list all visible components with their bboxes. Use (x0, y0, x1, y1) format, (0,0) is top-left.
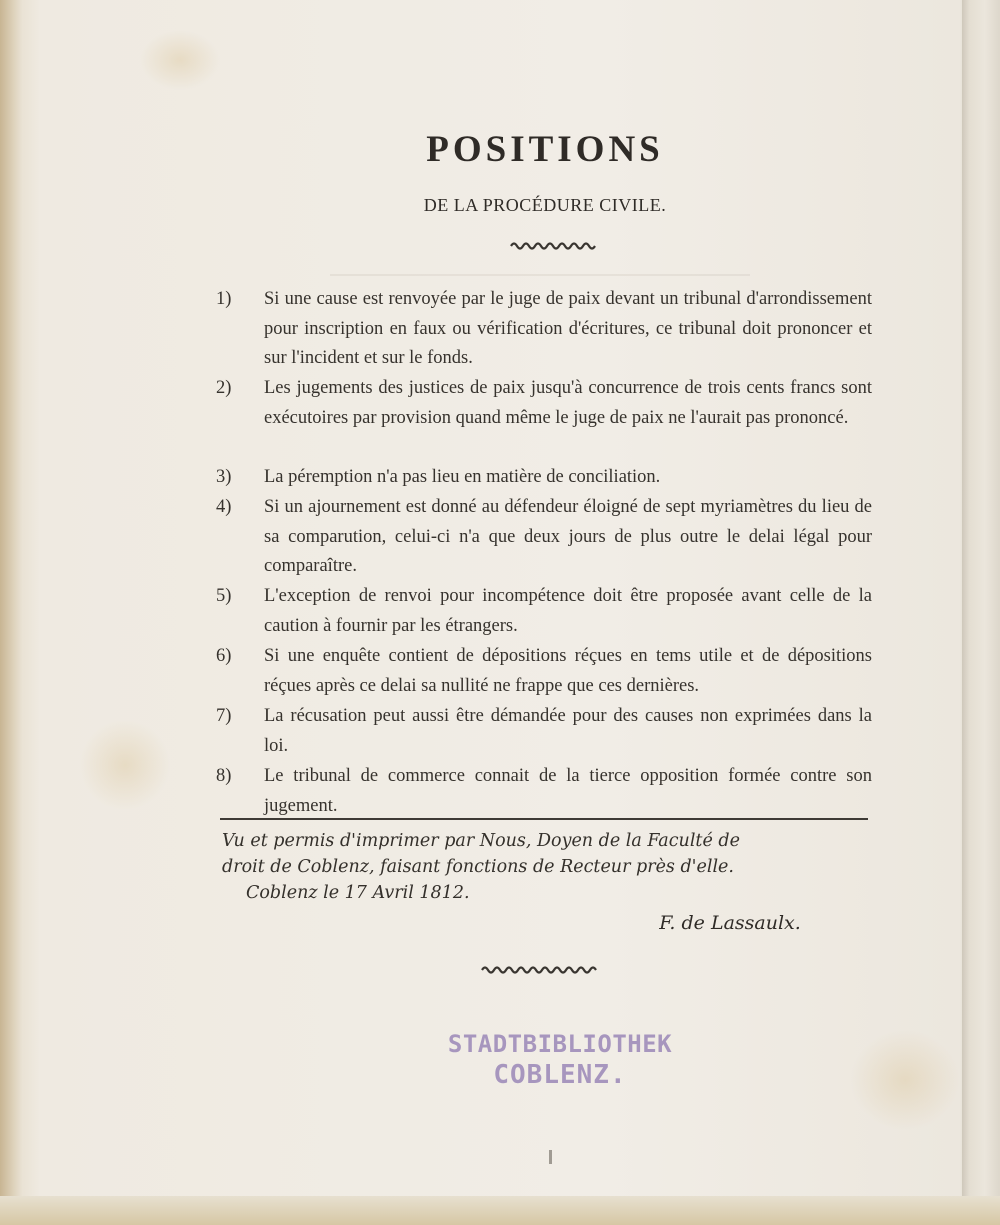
page-right-edge (962, 0, 1000, 1225)
position-number: 8) (216, 766, 232, 786)
signature: F. de Lassaulx. (659, 912, 801, 934)
page-subtitle: DE LA PROCÉDURE CIVILE. (423, 195, 667, 215)
page-left-edge (0, 0, 22, 1225)
stamp-line: COBLENZ. (493, 1060, 627, 1090)
stamp-line: STADTBIBLIOTHEK (447, 1030, 673, 1058)
position-number: 2) (216, 378, 232, 398)
position-number: 3) (216, 467, 232, 487)
position-text: La récusation peut aussi être démandée pour des causes non exprimées dans la loi. (264, 706, 872, 756)
position-number: 1) (216, 289, 232, 309)
position-item (212, 582, 872, 642)
ornament-divider (505, 238, 605, 258)
position-text: Si une cause est renvoyée par le juge de paix devant un tribunal d'arrondissement pour inscription en faux ou vérification d'écritures, ce tribunal doit prononcer et sur l'incident et sur le fonds. (264, 289, 872, 368)
ornament-divider-icon (478, 962, 602, 978)
position-number: 4) (216, 497, 232, 517)
position-item (212, 493, 872, 582)
position-text: La péremption n'a pas lieu en matière de conciliation. (264, 467, 661, 487)
paper-stain (140, 30, 220, 90)
section-rule (220, 818, 868, 820)
position-item (212, 762, 872, 822)
position-text: Les jugements des justices de paix jusqu'à concurrence de trois cents francs sont exécutoires par provision quand même le juge de paix ne l'aurait pas prononcé. (264, 378, 872, 428)
positions-list (212, 285, 872, 822)
position-text: Si un ajournement est donné au défendeur éloigné de sept myriamètres du lieu de sa comparution, celui-ci n'a que deux jours de plus outre le delai légal pour comparaître. (264, 497, 872, 576)
paper-stain (80, 720, 170, 810)
library-stamp (410, 1030, 710, 1090)
paper-stain (850, 1030, 960, 1130)
position-text: Le tribunal de commerce connait de la tierce opposition formée contre son jugement. (264, 766, 872, 816)
page-title: POSITIONS (426, 129, 664, 170)
imprimatur (222, 828, 872, 906)
imprimatur-line: Vu et permis d'imprimer par Nous, Doyen de la Faculté de (222, 831, 740, 851)
position-number: 6) (216, 646, 232, 666)
imprimatur-date: Coblenz le 17 Avril 1812. (246, 883, 470, 903)
page-bottom-edge (0, 1196, 1000, 1225)
ornament-divider (478, 962, 602, 982)
position-item (212, 702, 872, 762)
ornament-divider-icon (505, 238, 605, 254)
position-item (212, 642, 872, 702)
position-item (212, 374, 872, 463)
position-item (212, 285, 872, 374)
position-number: 7) (216, 706, 232, 726)
ink-speck (549, 1150, 552, 1164)
position-text: Si une enquête contient de dépositions réçues en tems utile et de dépositions réçues après ce delai sa nullité ne frappe que ces dernières. (264, 646, 872, 696)
position-number: 5) (216, 586, 232, 606)
imprimatur-line: droit de Coblenz, faisant fonctions de Recteur près d'elle. (222, 857, 734, 877)
position-item (212, 463, 872, 493)
position-text: L'exception de renvoi pour incompétence doit être proposée avant celle de la caution à fournir par les étrangers. (264, 586, 872, 636)
